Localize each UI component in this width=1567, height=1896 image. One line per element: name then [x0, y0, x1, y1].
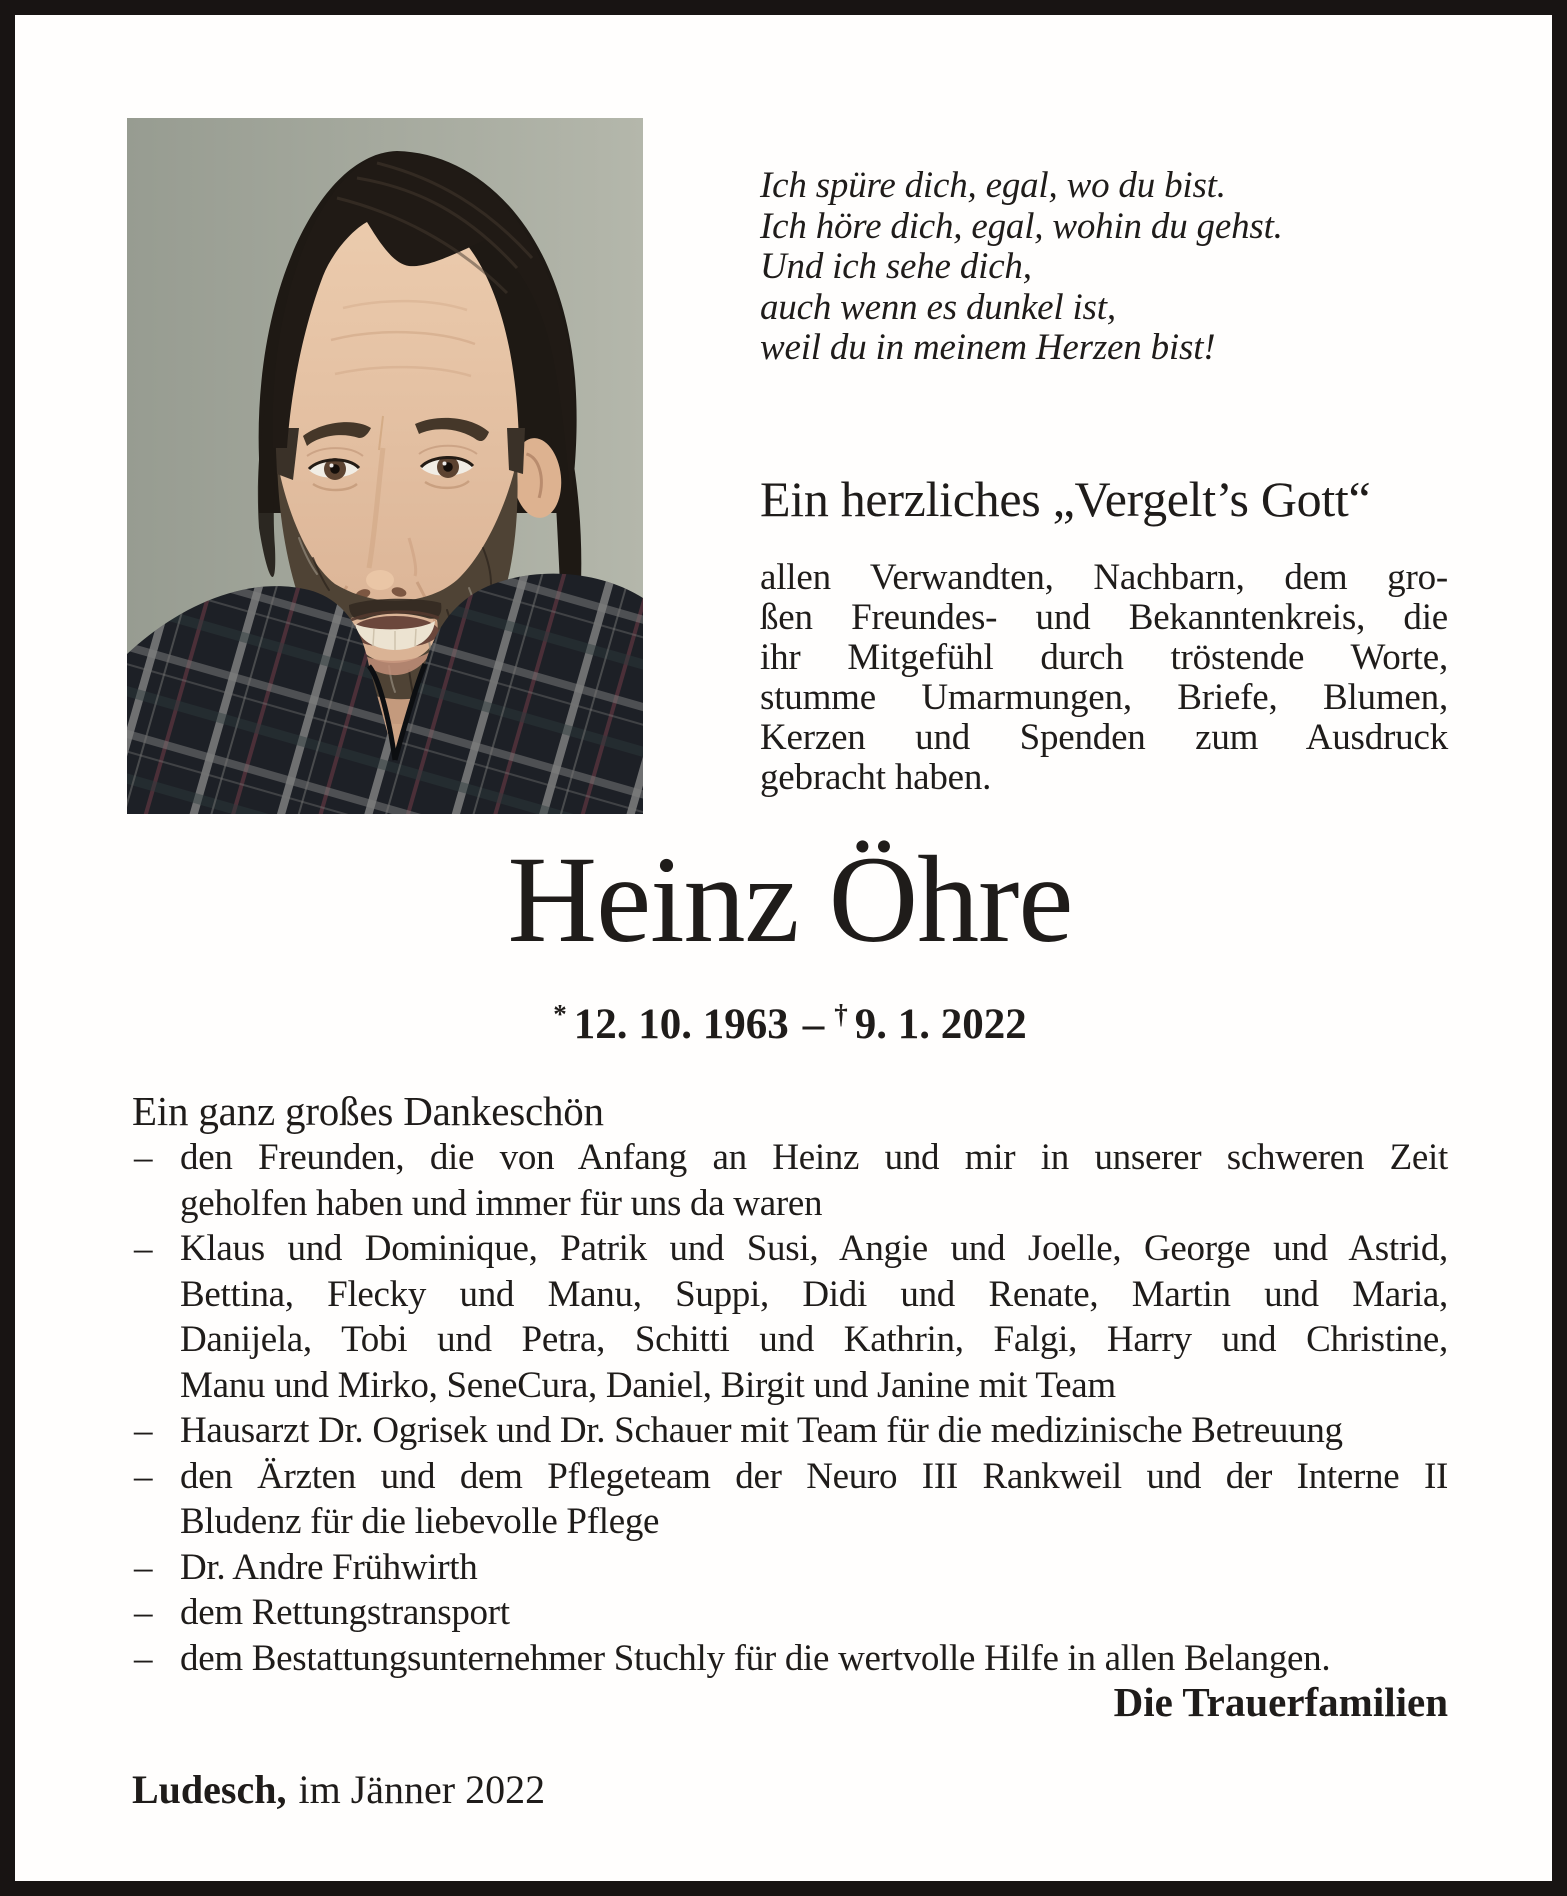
place-and-date	[132, 1764, 545, 1816]
gratitude-list	[132, 1135, 1448, 1681]
life-dates	[132, 988, 1448, 1051]
poem-line: Ich höre dich, egal, wohin du gehst.	[760, 205, 1283, 247]
death-dagger-symbol: †	[834, 999, 848, 1029]
poem-line: Ich spüre dich, egal, wo du bist.	[760, 165, 1226, 206]
list-line: dem Bestattungsunternehmer Stuchly für die wertvolle Hilfe in allen Belangen.	[180, 1637, 1331, 1679]
list-line: geholfen haben und immer für uns da waren	[180, 1182, 823, 1224]
dash-bullet: –	[134, 1592, 153, 1633]
list-item	[132, 1408, 1448, 1454]
list-item	[132, 1135, 1448, 1226]
poem-line: weil du in meinem Herzen bist!	[760, 327, 1216, 368]
date-text: im Jänner 2022	[298, 1767, 546, 1812]
poem-line: Und ich sehe dich,	[760, 246, 1032, 287]
paragraph-line: gebracht haben.	[760, 757, 992, 798]
deceased-name: Heinz Öhre	[507, 831, 1073, 968]
list-line: Danijela, Tobi und Petra, Schitti und Kathrin, Falgi, Harry und Christine,	[180, 1319, 1448, 1360]
dash-bullet: –	[134, 1228, 153, 1269]
list-line: Bettina, Flecky und Manu, Suppi, Didi und Renate, Martin und Maria,	[180, 1273, 1448, 1315]
list-line: Hausarzt Dr. Ogrisek und Dr. Schauer mit Team für die medizinische Betreuung	[180, 1410, 1343, 1451]
paragraph-line: ßen Freundes- und Bekanntenkreis, die	[760, 597, 1448, 638]
dash-bullet: –	[134, 1137, 153, 1178]
list-line: den Ärzten und dem Pflegeteam der Neuro III Rankweil und der Interne II	[180, 1455, 1448, 1497]
birth-star-symbol: *	[553, 999, 567, 1029]
thanks-paragraph	[760, 558, 1448, 798]
dash-bullet: –	[134, 1637, 153, 1679]
list-item	[132, 1226, 1448, 1408]
dash-bullet: –	[134, 1546, 153, 1588]
gratitude-heading: Ein ganz großes Dankeschön	[132, 1088, 604, 1134]
paragraph-line: allen Verwandten, Nachbarn, dem gro-	[760, 557, 1448, 598]
list-item	[132, 1590, 1448, 1636]
dash-bullet: –	[134, 1455, 153, 1497]
list-line: Klaus und Dominique, Patrik und Susi, Angie und Joelle, George und Astrid,	[180, 1228, 1448, 1269]
list-line: den Freunden, die von Anfang an Heinz und mir in unserer schweren Zeit	[180, 1137, 1448, 1178]
memorial-poem	[760, 166, 1283, 369]
place-name: Ludesch,	[132, 1767, 287, 1812]
paragraph-line: Kerzen und Spenden zum Ausdruck	[760, 717, 1448, 758]
portrait-photo-illustration	[127, 118, 643, 814]
thanks-heading: Ein herzliches „Vergelt’s Gott“	[760, 471, 1371, 527]
list-item	[132, 1454, 1448, 1545]
portrait-photo	[127, 118, 643, 814]
birth-date: 12. 10. 1963	[573, 1001, 789, 1048]
list-line: Manu und Mirko, SeneCura, Daniel, Birgit und Janine mit Team	[180, 1364, 1116, 1406]
list-line: Dr. Andre Frühwirth	[180, 1546, 478, 1588]
list-line: Bludenz für die liebevolle Pflege	[180, 1501, 660, 1542]
paragraph-line: ihr Mitgefühl durch tröstende Worte,	[760, 637, 1448, 678]
mourning-family-signature: Die Trauerfamilien	[1113, 1679, 1448, 1725]
death-date: 9. 1. 2022	[854, 1001, 1027, 1048]
list-item	[132, 1636, 1448, 1682]
dash-bullet: –	[134, 1410, 153, 1451]
list-item	[132, 1545, 1448, 1591]
list-line: dem Rettungstransport	[180, 1592, 510, 1633]
paragraph-line: stumme Umarmungen, Briefe, Blumen,	[760, 677, 1448, 718]
dates-separator: –	[802, 1001, 825, 1048]
poem-line: auch wenn es dunkel ist,	[760, 286, 1116, 328]
